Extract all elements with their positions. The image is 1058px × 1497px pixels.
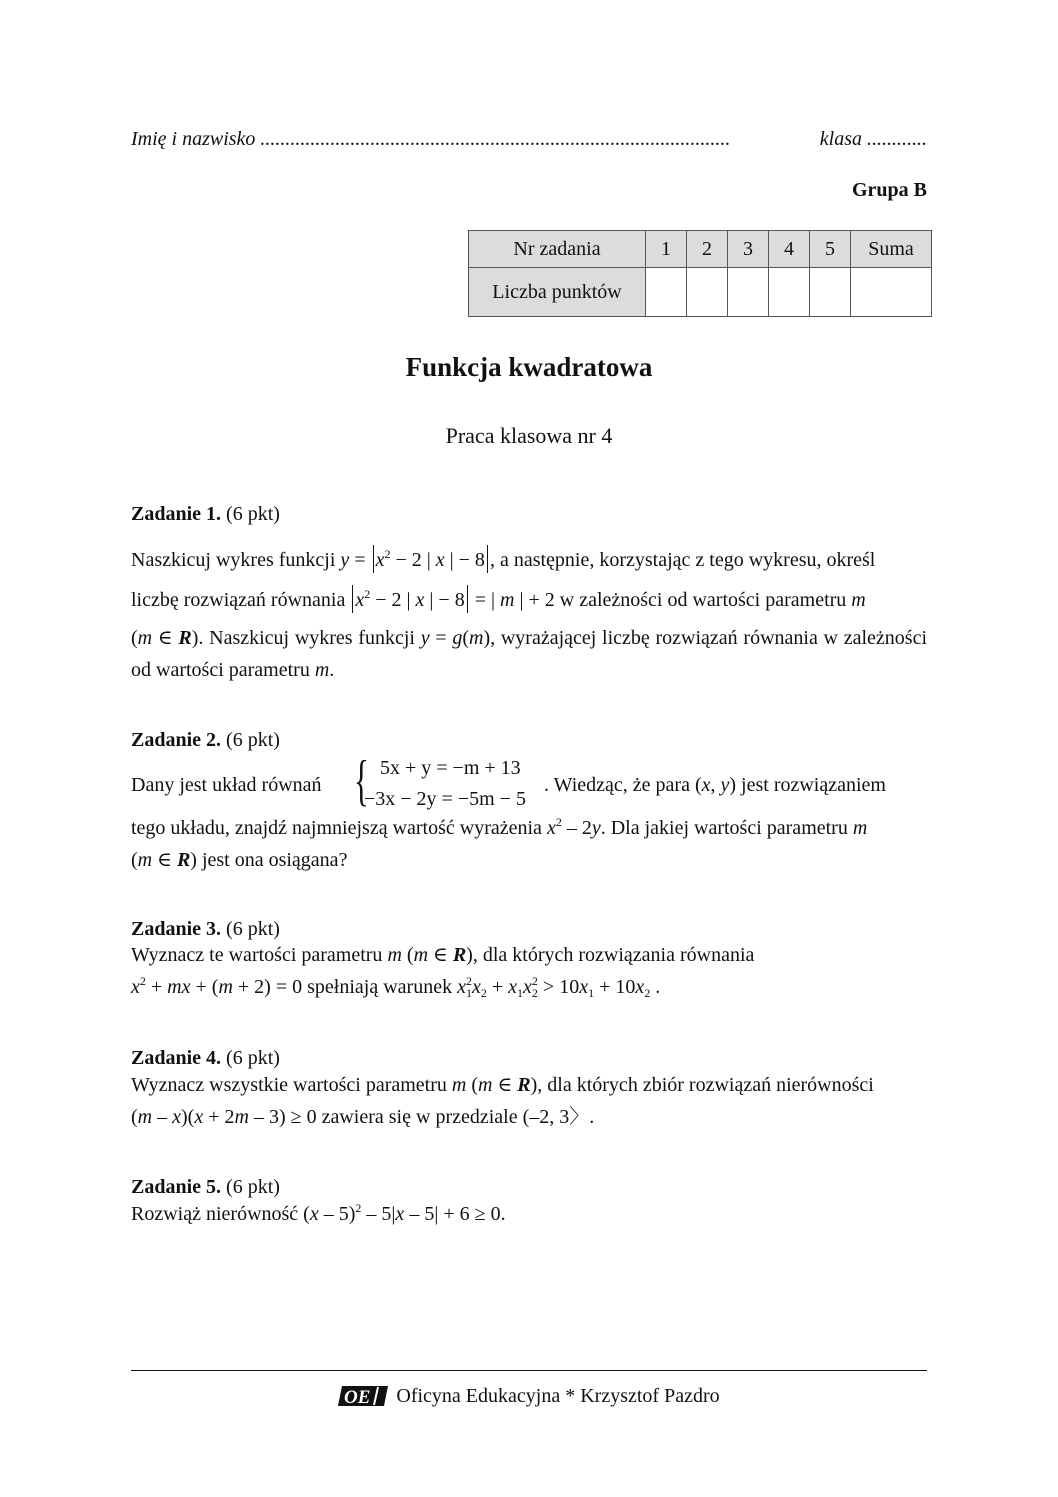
- task-number-header: Nr zadania: [469, 231, 646, 268]
- task-1-heading: Zadanie 1. (6 pkt): [131, 503, 280, 525]
- score-table: [468, 230, 932, 317]
- group-label: Grupa B: [851, 179, 927, 201]
- class-label: klasa ............: [819, 128, 927, 150]
- task-5-text: Rozwiąż nierówność (x – 5)$^2$ – 5|x – 5| + 6 ≥ 0.: [131, 1201, 506, 1225]
- equation-1: 5x + y = −m + 13: [380, 757, 521, 779]
- task-2-heading: Zadanie 2. (6 pkt): [131, 729, 280, 751]
- brace-icon: {: [354, 750, 369, 812]
- task-number-cell: 3: [728, 231, 769, 268]
- publisher-logo-icon: [338, 1384, 390, 1414]
- sum-header: Suma: [851, 231, 932, 268]
- footer-divider: [131, 1370, 927, 1371]
- task-number-cell: 4: [769, 231, 810, 268]
- points-cell: [769, 268, 810, 317]
- svg-text:OE: OE: [344, 1387, 371, 1408]
- points-cell: [687, 268, 728, 317]
- task-4-text: Wyznacz wszystkie wartości parametru m (m ∈ R), dla których zbiór rozwiązań nierówności (m – x)(x + 2m – 3) ≥ 0 zawiera się w przedziale (–2, 3〉.: [131, 1074, 874, 1128]
- task-number-cell: 1: [646, 231, 687, 268]
- footer: [0, 1384, 1058, 1414]
- sum-cell: [851, 268, 932, 317]
- page-title: Funkcja kwadratowa: [405, 352, 653, 382]
- publisher-name: Oficyna Edukacyjna * Krzysztof Pazdro: [396, 1385, 720, 1407]
- points-header: Liczba punktów: [469, 268, 646, 317]
- equation-system: [354, 750, 544, 813]
- points-cell: [646, 268, 687, 317]
- task-2-text: tego układu, znajdź najmniejszą wartość wyrażenia $x^2 - 2y$. Dla jakiej wartości parametru m (m ∈ R) jest ona osiągana?: [131, 815, 868, 871]
- points-cell: [728, 268, 769, 317]
- task-number-cell: 5: [810, 231, 851, 268]
- name-label: Imię i nazwisko ..............................................................................................: [131, 128, 731, 150]
- page-subtitle: Praca klasowa nr 4: [445, 423, 613, 448]
- task-1-text: Naszkicuj wykres funkcji $y = x^2 - 2$ | x | − 8 , a następnie, korzystając z tego wykresu, określ liczbę rozwiązań równania $x^2 - 2$ | x | − 8 = | m | + 2 w zależności od wartości parametru m: [131, 547, 876, 611]
- task-3-text: Wyznacz te wartości parametru m (m ∈ R), dla których rozwiązania równania $x^2$ + mx + (m + 2) = 0 spełniają warunek $x_1^2x_2 + x_1x_2^2 > 10x_1 + 10x_2$ .: [131, 944, 755, 1000]
- task-5-heading: Zadanie 5. (6 pkt): [131, 1176, 280, 1198]
- task-2-intro: Dany jest układ równań: [131, 774, 322, 796]
- task-4-heading: Zadanie 4. (6 pkt): [131, 1047, 280, 1069]
- points-cell: [810, 268, 851, 317]
- task-number-cell: 2: [687, 231, 728, 268]
- task-2-text-right: . Wiedząc, że para (x, y) jest rozwiązaniem: [544, 774, 886, 796]
- task-1-text-cont: (m ∈ R). Naszkicuj wykres funkcji y = g(m), wyrażającej liczbę rozwiązań równania w zależności od wartości parametru m.: [131, 627, 927, 681]
- student-name-field: [131, 128, 927, 151]
- equation-2: −3x − 2y = −5m − 5: [364, 788, 526, 810]
- task-3-heading: Zadanie 3. (6 pkt): [131, 918, 280, 940]
